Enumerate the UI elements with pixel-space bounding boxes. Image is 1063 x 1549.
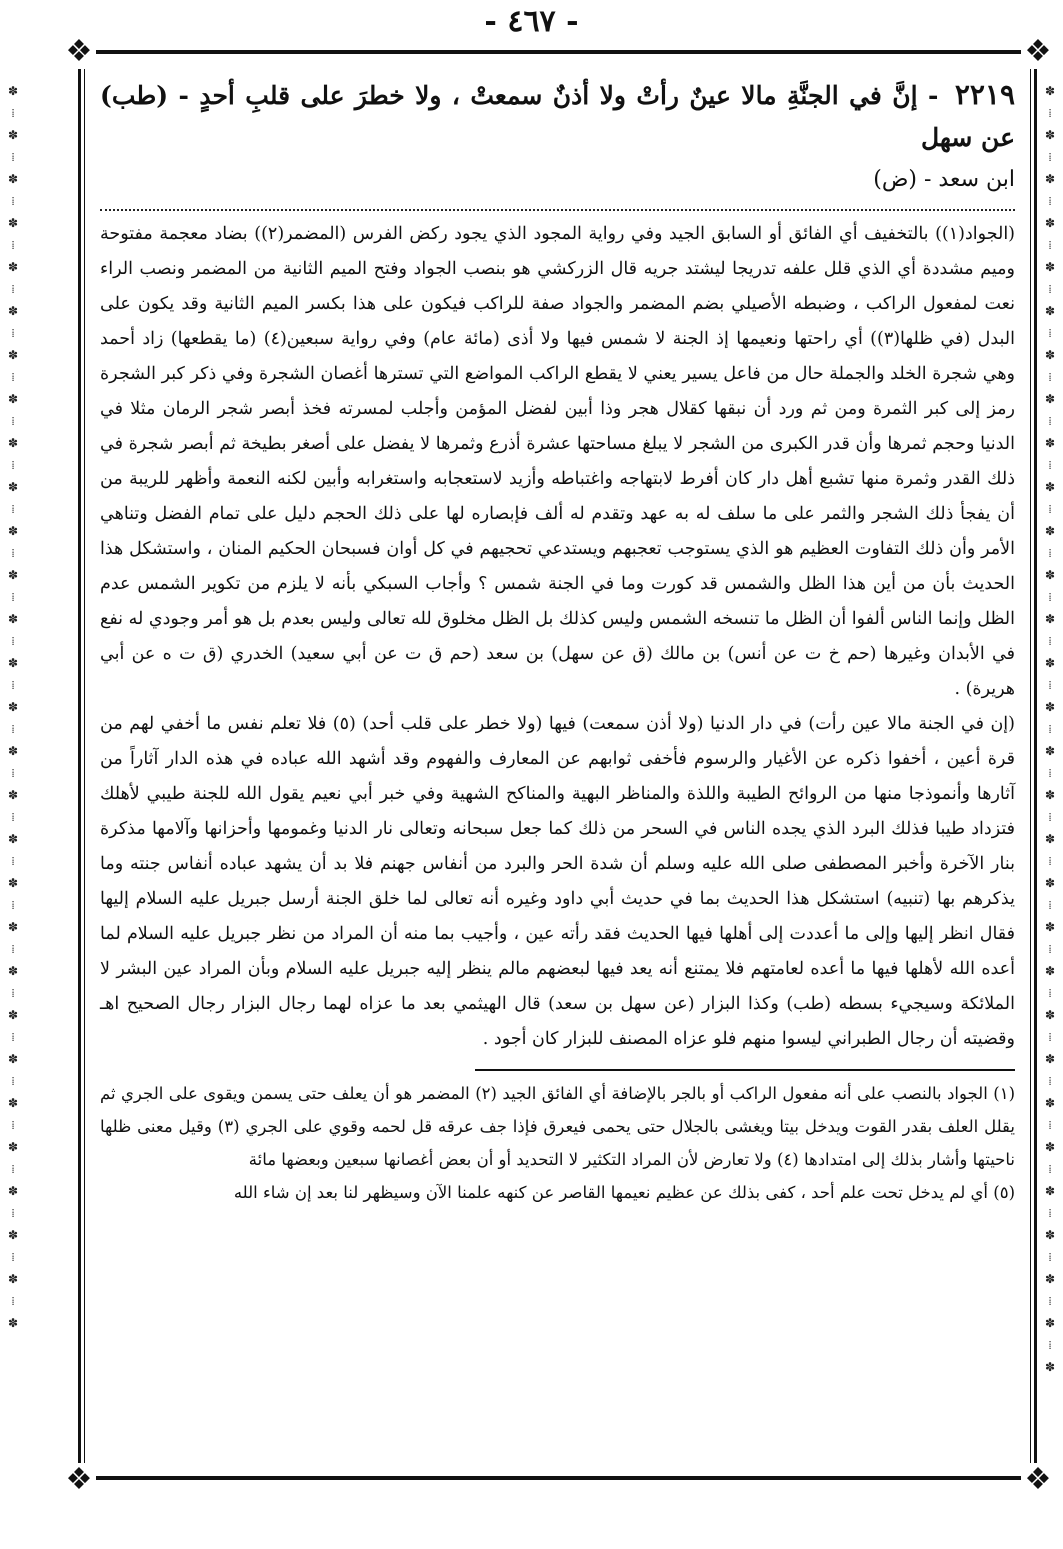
side-vine-ornament-icon: ✽ ⁞ ✽ ⁞ ✽ ⁞ ✽ ⁞ ✽ ⁞ ✽ ⁞ ✽ ⁞ ✽ ⁞ ✽ ⁞ ✽ ⁞ ✽ ⁞ ✽ ⁞ ✽ ⁞ ✽ ⁞ ✽ ⁞ ✽ ⁞ ✽ ⁞ ✽ ⁞ ✽ ⁞ ✽ ⁞ ✽ ⁞ ✽ ⁞ ✽ ⁞ ✽ ⁞ ✽ ⁞ ✽ ⁞ ✽ ⁞ ✽ ⁞ ✽ — [7, 84, 19, 1330]
page-content — [100, 68, 1015, 1209]
footnote-item: (٥) أي لم يدخل تحت علم أحد ، كفى بذلك عن عظيم نعيمها القاصر عن كنهه علمنا الآن وسيظهر لنا بعد إن شاء الله — [233, 1183, 1015, 1202]
footnote-item: (١) الجواد بالنصب على أنه مفعول الراكب أو بالجر بالإضافة أي الفائق الجيد (٢) المضمر هو أن يعلف حتى يسمن ويقوى على الجري ثم يقلل العلف بقدر القوت ويدخل بيتا ويغشى بالجلال حتى يحمى فيعرق فإذا جف عرقه قل لحمه وقوي على الجري (٣) وقيل معنى ظلها ناحيتها وأشار بذلك إلى امتدادها (٤) ولا تعارض لأن المراد التكثير لا التحديد أو أن بعض أغصانها سبعين وبعضها مائة — [100, 1084, 1015, 1169]
commentary-paragraph: (إن في الجنة مالا عين رأت) في دار الدنيا (ولا أذن سمعت) فيها (ولا خطر على قلب أحد) (٥) فلا تعلم نفس ما أخفي لهم من قرة أعين ، أخفوا ذكره عن الأغيار والرسوم فأخفى ثوابهم عن المعارف والفهوم وقد أشهد الله عباده في هذه الدار آثاراً من آثارها وأنموذجا منها من الروائح الطيبة واللذة والمناظر البهية والمناكح الشهية وفي خبر أبي نعيم يقول الله للجنة طيبي لأهلك فتزداد طيبا فذلك البرد الذي يجده الناس في السحر من ذلك كما جعل سبحانه وتعالى نار الدنيا وغمومها وأحزانها وآلامها مذكرة بنار الآخرة وأخبر المصطفى صلى الله عليه وسلم أن شدة الحر والبرد من أنفاس جهنم فلا بد أن يشهد عباده أنفاس جنته وما يذكرهم بها (تنبيه) استشكل هذا الحديث بما في حديث أبي داود وغيره أنه تعالى لما خلق الجنة أرسل جبريل عليه السلام إليها فقال انظر إليها وإلى ما أعددت إلى أهلها فيها الحديث فقد رأته عين ، وأجيب بما منه أن المراد من نظر جبريل عليه السلام لما أعده الله لأهلها فيها ما أعده لعامتهم فلا يمتنع أنه يعد فيها لبعضهم مالم ينظر إليه جبريل عليه السلام وبأن المراد عين البشر لا الملائكة وسيجيء بسطه (طب) وكذا البزار (عن سهل بن سعد) قال الهيثمي بعد ما عزاه لهما رجال البزار رجال الصحيح اهـ وقضيته أن رجال الطبراني ليسوا منهم فلو عزاه المصنف للبزار كان أجود . — [100, 714, 1015, 1049]
corner-ornament-icon: ❖ — [1021, 1463, 1055, 1497]
corner-ornament-icon: ❖ — [62, 1463, 96, 1497]
hadith-text: - إنَّ في الجنَّةِ مالا عينٌ رأتْ ولا أذنٌ سمعتْ ، ولا خطرَ على قلبِ أحدٍ - (طب) عن سهل — [100, 81, 1015, 152]
footnotes — [100, 1077, 1015, 1209]
corner-ornament-icon: ❖ — [1021, 35, 1055, 69]
hadith-source: ابن سعد - (ض) — [873, 167, 1015, 192]
hadith-number: ٢٢١٩ — [954, 78, 1015, 111]
hadith-entry — [100, 74, 1015, 201]
page-number: - ٤٦٧ - — [484, 4, 579, 39]
footnote-rule — [475, 1069, 1015, 1071]
commentary-paragraph: (الجواد(١)) بالتخفيف أي الفائق أو السابق الجيد وفي رواية المجود الذي يجود ركض الفرس (المضمر(٢)) بضاد معجمة مفتوحة وميم مشددة أي الذي قلل علفه تدريجا ليشتد جريه قال الزركشي هو بنصب الجواد وفتح الميم الثانية من المضمر ونصب الراء نعت لمفعول الراكب ، وضبطه الأصيلي بضم المضمر والجواد صفة للراكب فيكون على هذا بكسر الميم الثانية وقد يكون على البدل (في ظلها(٣)) أي راحتها ونعيمها إذ الجنة لا شمس فيها ولا أذى (مائة عام) وفي رواية سبعين(٤) (ما يقطعها) زاد أحمد وهي شجرة الخلد والجملة حال من فاعل يسير يعني لا يقطع الراكب المواضع التي تسترها أغصان الشجرة وفي ذكر كبر الشجرة رمز إلى كبر الثمرة ومن ثم ورد أن نبقها كقلال هجر وذا أبين لفضل المؤمن وأجلب لمسرته فخذ أبصر شجر الرمان مثلا في الدنيا وحجم ثمرها وأن قدر الكبرى من الشجر لا يبلغ مساحتها عشرة أذرع وثمرها لا يفضل على أصغر بطيخة ثم أبصر شجرة في ذلك القدر وثمرة منها تشبع أهل دار كان أفرط لابتهاجه واغتباطه وأزيد لاستعجابه واستغرابه وأبين لكنه النعمة وأظهر للريبة من أن يفجأ ذلك الشجر والثمر على ما سلف له به عهد وتقدم له ألف فإبصاره لها على ذلك الحجم دليل على تمام الفضل وتناهي الأمر وأن ذلك التفاوت العظيم هو الذي يستوجب تعجبهم ويستدعي تحجيهم في كل أوان فسبحان الحكيم المنان ، واستشكل هذا الحديث بأن من أين هذا الظل والشمس قد كورت وما في الجنة شمس ؟ وأجاب السبكي بأنه لا يلزم من تكوير الشمس عدم الظل وإنما الناس ألفوا أن الظل ما تنسخه الشمس وليس كذلك بل الظل مخلوق لله تعالى وليس بعدم بل هو أمر وجودي له نفع في الأبدان وغيرها (حم خ ت عن أنس) بن مالك (ق عن سهل) بن سعد (حم ق ت عن أبي سعيد) الخدري (ق ت ه عن أبي هريرة) . — [100, 224, 1016, 699]
corner-ornament-icon: ❖ — [62, 35, 96, 69]
side-vine-ornament-icon: ✽ ⁞ ✽ ⁞ ✽ ⁞ ✽ ⁞ ✽ ⁞ ✽ ⁞ ✽ ⁞ ✽ ⁞ ✽ ⁞ ✽ ⁞ ✽ ⁞ ✽ ⁞ ✽ ⁞ ✽ ⁞ ✽ ⁞ ✽ ⁞ ✽ ⁞ ✽ ⁞ ✽ ⁞ ✽ ⁞ ✽ ⁞ ✽ ⁞ ✽ ⁞ ✽ ⁞ ✽ ⁞ ✽ ⁞ ✽ ⁞ ✽ ⁞ ✽ ⁞ ✽ — [1044, 84, 1056, 1374]
dotted-divider — [100, 209, 1015, 211]
